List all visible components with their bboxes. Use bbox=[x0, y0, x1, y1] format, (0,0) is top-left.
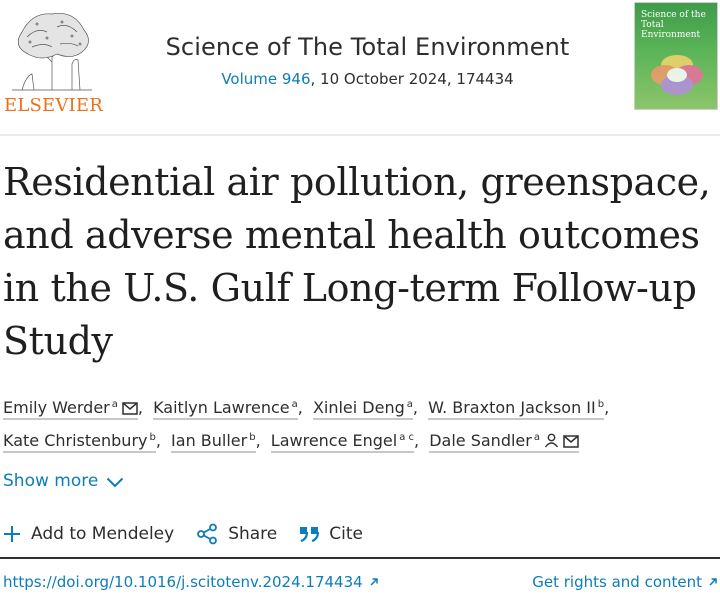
cover-title: Science of the Total Environment bbox=[641, 10, 706, 40]
share-icon bbox=[196, 523, 218, 545]
quote-icon bbox=[299, 526, 319, 542]
author-affiliation: b bbox=[249, 432, 256, 443]
author-name: Emily Werder bbox=[3, 398, 110, 417]
issue-detail: , 10 October 2024, 174434 bbox=[310, 70, 514, 88]
author-list: Emily Werder $^a$ , Kaitlyn Lawrence $^a$, Xinlei Deng $^a$, W. Braxton Jackson II $^b$, Kate Christenbury $^b$, Ian Buller $^b$, Lawrence Engel $^{a c}$, Dale Sandler $^a$ bbox=[3, 390, 715, 456]
journal-title-link[interactable]: Science of The Total Environment bbox=[165, 33, 570, 61]
author-affiliation: b bbox=[149, 432, 156, 443]
show-more-label: Show more bbox=[3, 471, 99, 491]
author-link[interactable] bbox=[313, 398, 413, 420]
author-name: Xinlei Deng bbox=[312, 398, 405, 417]
author-affiliation: a bbox=[111, 399, 118, 410]
article-actions bbox=[3, 518, 385, 550]
cite-label: Cite bbox=[329, 524, 363, 544]
section-divider bbox=[0, 557, 720, 559]
author-link[interactable] bbox=[429, 431, 579, 453]
envelope-icon bbox=[563, 435, 579, 448]
cite-button[interactable] bbox=[299, 524, 363, 544]
add-to-mendeley-label: Add to Mendeley bbox=[31, 524, 175, 544]
author-name: W. Braxton Jackson II bbox=[428, 398, 596, 417]
journal-cover-image[interactable] bbox=[634, 2, 718, 110]
plus-icon bbox=[3, 525, 21, 543]
author-link[interactable] bbox=[3, 431, 156, 453]
doi-link[interactable] bbox=[3, 573, 379, 591]
author-link[interactable] bbox=[3, 398, 138, 420]
author-affiliation: a bbox=[533, 432, 540, 443]
envelope-icon bbox=[122, 402, 138, 415]
share-label: Share bbox=[228, 524, 278, 544]
add-to-mendeley-button[interactable] bbox=[3, 524, 174, 544]
person-icon bbox=[544, 433, 559, 448]
author-link[interactable] bbox=[271, 431, 414, 453]
chevron-down-icon bbox=[106, 477, 124, 488]
share-button[interactable] bbox=[196, 523, 277, 545]
article-title: Residential air pollution, greenspace, and adverse mental health outcomes in the U.S. Gulf Long-term Follow-up Study bbox=[3, 160, 711, 363]
author-affiliation: a c bbox=[399, 432, 415, 443]
external-link-icon bbox=[369, 577, 379, 587]
author-name: Dale Sandler bbox=[429, 431, 532, 450]
elsevier-tree-icon bbox=[2, 2, 102, 94]
author-affiliation: b bbox=[597, 399, 605, 410]
article-links bbox=[0, 571, 720, 597]
publisher-name: ELSEVIER bbox=[4, 95, 103, 116]
journal-header bbox=[0, 0, 720, 136]
get-rights-link[interactable] bbox=[532, 573, 718, 591]
doi-text: https://doi.org/10.1016/j.scitotenv.2024.174434 bbox=[3, 573, 363, 591]
author-affiliation: a bbox=[406, 399, 413, 410]
author-link[interactable] bbox=[428, 398, 604, 420]
author-name: Kate Christenbury bbox=[3, 431, 148, 450]
author-name: Ian Buller bbox=[171, 431, 248, 450]
rights-text: Get rights and content bbox=[532, 573, 702, 591]
journal-volume-line bbox=[110, 68, 625, 90]
author-name: Kaitlyn Lawrence bbox=[153, 398, 290, 417]
author-affiliation: a bbox=[291, 399, 298, 410]
author-link[interactable] bbox=[171, 431, 256, 453]
volume-link[interactable]: Volume 946 bbox=[221, 70, 311, 88]
cover-flower-graphic bbox=[635, 3, 718, 110]
external-link-icon bbox=[708, 577, 718, 587]
author-link[interactable] bbox=[153, 398, 298, 420]
show-more-button[interactable] bbox=[3, 471, 124, 491]
author-name: Lawrence Engel bbox=[270, 431, 398, 450]
elsevier-logo[interactable] bbox=[2, 2, 102, 114]
journal-info bbox=[110, 30, 625, 90]
